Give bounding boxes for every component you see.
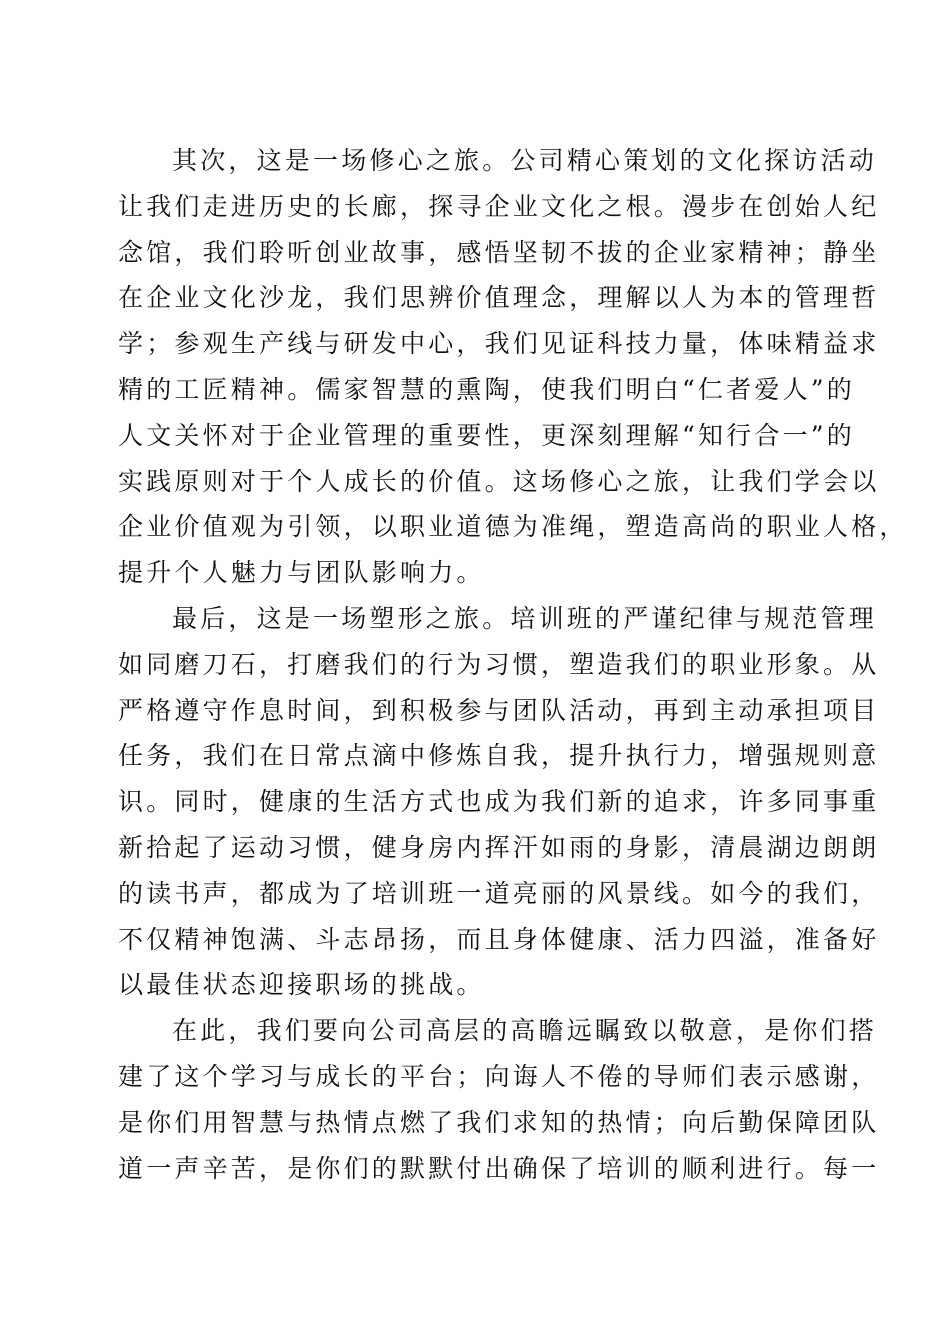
text-line: 人文关怀对于企业管理的重要性，更深刻理解“知行合一”的 [118,420,855,450]
text-line: 新拾起了运动习惯，健身房内挥汗如雨的身影，清晨湖边朗朗 [118,832,880,862]
text-line: 学；参观生产线与研发中心，我们见证科技力量，体味精益求 [118,329,880,359]
text-line: 是你们用智慧与热情点燃了我们求知的热情；向后勤保障团队 [118,1107,880,1137]
text-line: 念馆，我们聆听创业故事，感悟坚韧不拔的企业家精神；静坐 [118,237,880,267]
text-line: 让我们走进历史的长廊，探寻企业文化之根。漫步在创始人纪 [118,191,880,221]
text-line: 实践原则对于个人成长的价值。这场修心之旅，让我们学会以 [118,466,880,496]
text-line: 任务，我们在日常点滴中修炼自我，提升执行力，增强规则意 [118,741,880,771]
text-line: 其次，这是一场修心之旅。公司精心策划的文化探访活动 [172,146,878,175]
text-line: 企业价值观为引领，以职业道德为准绳，塑造高尚的职业人格， [118,512,908,542]
text-line: 最后，这是一场塑形之旅。培训班的严谨纪律与规范管理 [172,603,878,633]
text-line: 建了这个学习与成长的平台；向诲人不倦的导师们表示感谢， [118,1061,880,1091]
text-line: 在此，我们要向公司高层的高瞻远瞩致以敬意，是你们搭 [172,1016,878,1046]
text-line: 不仅精神饱满、斗志昂扬，而且身体健康、活力四溢，准备好 [118,924,880,954]
text-line: 的读书声，都成为了培训班一道亮丽的风景线。如今的我们， [118,878,880,908]
text-line: 识。同时，健康的生活方式也成为我们新的追求，许多同事重 [118,787,880,817]
text-line: 道一声辛苦，是你们的默默付出确保了培训的顺利进行。每一 [118,1153,880,1183]
text-line: 如同磨刀石，打磨我们的行为习惯，塑造我们的职业形象。从 [118,649,880,679]
body-text [118,138,908,1191]
text-line: 严格遵守作息时间，到积极参与团队活动，再到主动承担项目 [118,695,880,725]
text-line: 以最佳状态迎接职场的挑战。 [118,970,485,1000]
text-line: 提升个人魅力与团队影响力。 [118,558,485,588]
text-line: 在企业文化沙龙，我们思辨价值理念，理解以人为本的管理哲 [118,283,880,313]
text-line: 精的工匠精神。儒家智慧的熏陶，使我们明白“仁者爱人”的 [118,374,855,404]
